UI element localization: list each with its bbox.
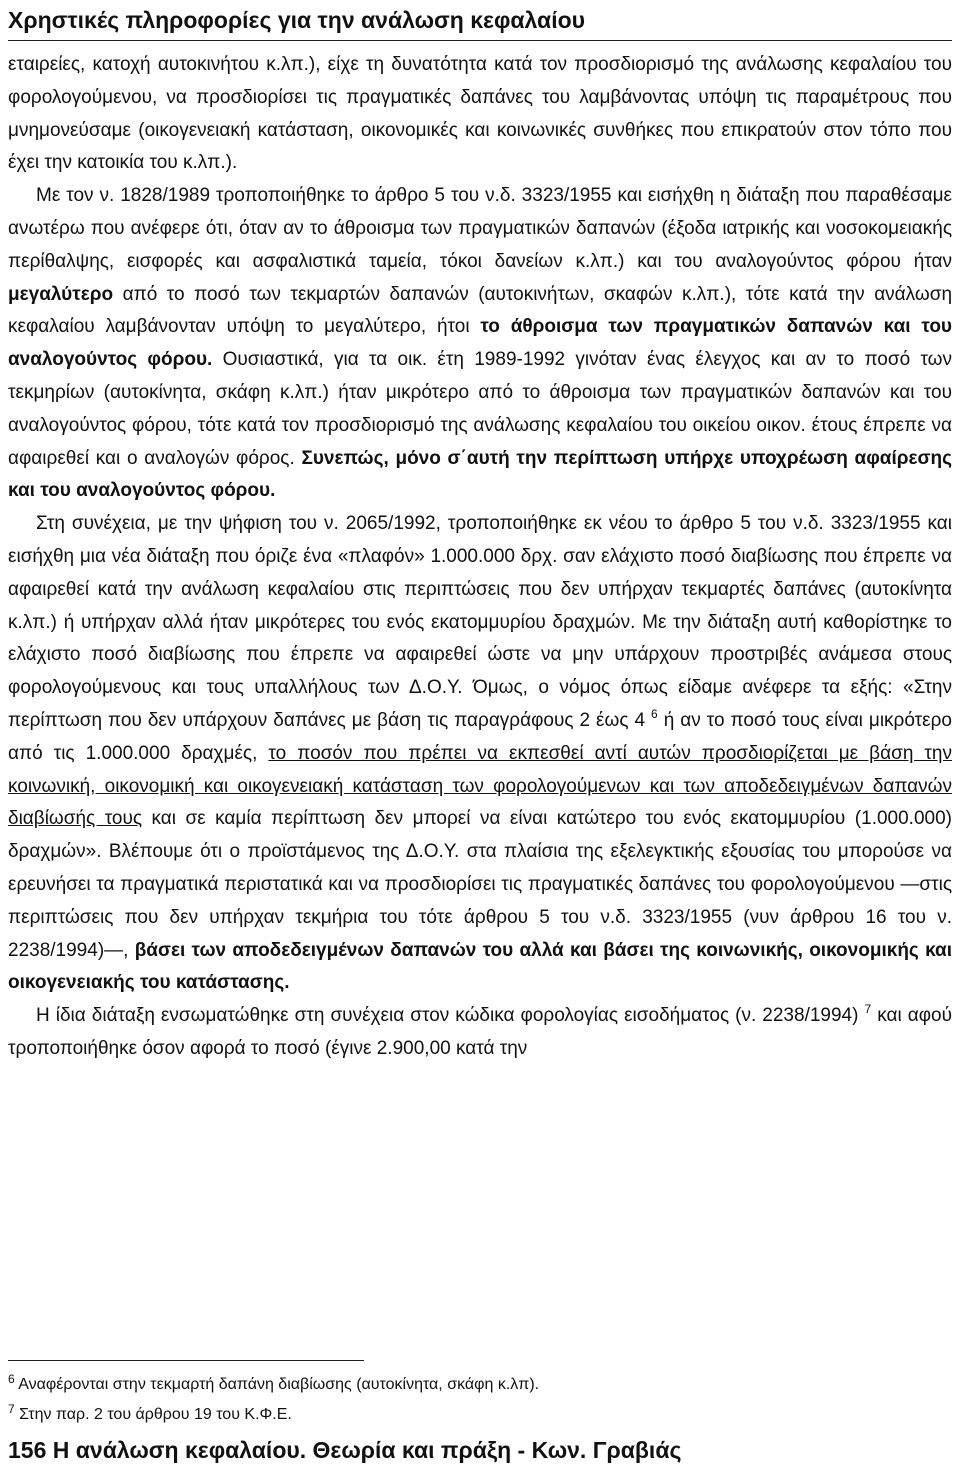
footnote-ref-6: 6 — [651, 706, 658, 721]
paragraph-2 — [8, 180, 952, 508]
paragraph-2-text-c: Ουσιαστικά, για τα οικ. έτη 1989-1992 γινόταν ένας έλεγχος και αν το ποσό των τεκμηρίων (αυτοκίνητα, σκάφη κ.λπ.) ήταν μικρότερο από το άθροισμα των πραγματικών δαπανών και του αναλογούντος φόρου, τότε κατά τον προσδιορισμό της ανάλωσης κεφαλαίου του οικείου οικον. έτους έπρεπε να αφαιρεθεί και ο αναλογών φόρος. — [8, 349, 953, 469]
footnote-6-number: 6 — [8, 1372, 15, 1386]
paragraph-3-text-a: Στη συνέχεια, με την ψήφιση του ν. 2065/1992, τροποποιήθηκε εκ νέου το άρθρο 5 του ν.δ. 3323/1955 και εισήχθη μια νέα διάταξη που όριζε ένα «πλαφόν» 1.000.000 δρχ. σαν ελάχιστο ποσό διαβίωσης που έπρεπε να αφαιρεθεί κατά την ανάλωση κεφαλαίου στις περιπτώσεις που δεν υπήρχαν τεκμαρτές δαπάνες (αυτοκίνητα κ.λπ.) ή υπήρχαν αλλά ήταν μικρότερες του ενός εκατομμυρίου δραχμών. Με την διάταξη αυτή καθορίστηκε το ελάχιστο ποσό διαβίωσης που έπρεπε να αφαιρεθεί ώστε να μην υπάρχουν προστριβές ανάμεσα στους φορολογούμενους και τους υπαλλήλους των Δ.Ο.Υ. Όμως, ο νόμος όπως είδαμε ανέφερε τα εξής: «Στην περίπτωση που δεν υπάρχουν δαπάνες με βάση τις παραγράφους 2 έως 4 — [8, 513, 952, 731]
page-footer: 156 Η ανάλωση κεφαλαίου. Θεωρία και πράξη - Κων. Γραβιάς — [8, 1437, 682, 1463]
paragraph-3-text-c: και σε καμία περίπτωση δεν μπορεί να είναι κατώτερο του ενός εκατομμυρίου (1.000.000) δραχμών». Βλέπουμε ότι ο προϊστάμενος της Δ.Ο.Υ. στα πλαίσια της εξελεγκτικής εξουσίας του μπορούσε να ερευνήσει τα πραγματικά περιστατικά και να προσδιορίσει τις πραγματικές δαπάνες του φορολογούμενου —στις περιπτώσεις που δεν υπήρχαν τεκμήρια του τότε άρθρου 5 του ν.δ. 3323/1955 (νυν άρθρου 16 του ν. 2238/1994)—, — [8, 808, 952, 961]
paragraph-2-text-b: από το ποσό των τεκμαρτών δαπανών (αυτοκινήτων, σκαφών κ.λπ.), τότε κατά την ανάλωση κεφαλαίου λαμβάνονταν υπόψη το μεγαλύτερο, ήτοι — [8, 283, 953, 338]
paragraph-3-bold: βάσει των αποδεδειγμένων δαπανών του αλλά και βάσει της κοινωνικής, οικονομικής και οικογενειακής του κατάστασης. — [8, 939, 953, 994]
paragraph-2-bold-b: το άθροισμα των πραγματικών δαπανών και του αναλογούντος φόρου. — [8, 316, 952, 371]
footnote-7 — [8, 1400, 952, 1430]
paragraph-2-text-a: Με τον ν. 1828/1989 τροποποιήθηκε το άρθρο 5 του ν.δ. 3323/1955 και εισήχθη η διάταξη που παραθέσαμε ανωτέρω που ανέφερε ότι, όταν αν το άθροισμα των πραγματικών δαπανών (έξοδα ιατρικής και νοσοκομειακής περίθαλψης, εισφορές και ασφαλιστικά ταμεία, τόκοι δανείων κ.λπ.) και του αναλογούντος φόρου ήταν — [8, 185, 952, 272]
paragraph-4 — [8, 1000, 952, 1066]
paragraph-1: εταιρείες, κατοχή αυτοκινήτου κ.λπ.), είχε τη δυνατότητα κατά τον προσδιορισμό της ανάλωσης κεφαλαίου του φορολογούμενου, να προσδιορίσει τις πραγματικές δαπάνες του λαμβάνοντας υπόψη τις παραμέτρους που μνημονεύσαμε (οικογενειακή κατάσταση, οικονομικές και κοινωνικές συνθήκες που επικρατούν στον τόπο που έχει την κατοικία του κ.λπ.). — [8, 54, 952, 174]
paragraph-4-text-b: και αφού τροποποιήθηκε όσον αφορά το ποσό (έγινε 2.900,00 κατά την — [8, 1005, 953, 1059]
paragraph-3-underlined: το ποσόν που πρέπει να εκπεσθεί αντί αυτών προσδιορίζεται με βάση την κοινωνική, οικονομική και οικογενειακή κατάσταση των φορολογούμενων και των αποδεδειγμένων δαπανών διαβίωσής τους — [8, 742, 952, 830]
footnotes — [8, 1370, 952, 1430]
footnote-separator — [8, 1360, 364, 1361]
body-text — [8, 49, 952, 1066]
footnote-6 — [8, 1370, 952, 1400]
paragraph-2-bold-c: Συνεπώς, μόνο σ΄αυτή την περίπτωση υπήρχε υποχρέωση αφαίρεσης και του αναλογούντος φόρου. — [8, 447, 953, 502]
paragraph-4-text-a: Η ίδια διάταξη ενσωματώθηκε στη συνέχεια στον κώδικα φορολογίας εισοδήματος (ν. 2238/1994) — [36, 1005, 859, 1027]
footnote-6-text: Αναφέρονται στην τεκμαρτή δαπάνη διαβίωσης (αυτοκίνητα, σκάφη κ.λπ). — [18, 1376, 540, 1393]
footnote-ref-7: 7 — [864, 1002, 872, 1017]
footnote-7-text: Στην παρ. 2 του άρθρου 19 του Κ.Φ.Ε. — [19, 1406, 292, 1423]
paragraph-3-text-b: ή αν το ποσό τους είναι μικρότερο από τις 1.000.000 δραχμές, — [8, 709, 952, 764]
page-header-title: Χρηστικές πληροφορίες για την ανάλωση κεφαλαίου — [8, 6, 952, 41]
paragraph-2-bold-a: μεγαλύτερο — [8, 283, 114, 305]
paragraph-3 — [8, 508, 952, 1000]
footnote-7-number: 7 — [8, 1402, 15, 1416]
